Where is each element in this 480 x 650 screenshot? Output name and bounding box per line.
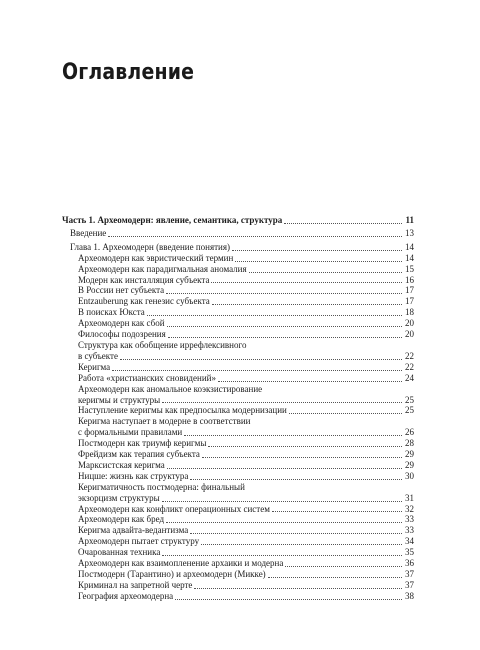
toc-entry-text: Постмодерн как триумф керигмы [78, 438, 207, 449]
toc-page-number: 33 [405, 525, 414, 536]
toc-entry-text: Археомодерн как бред [78, 514, 165, 525]
toc-entry[interactable] [62, 580, 414, 591]
dot-leader [162, 501, 402, 502]
toc-entry[interactable] [62, 318, 414, 329]
toc-entry[interactable] [62, 395, 414, 406]
toc-entry-text: Часть 1. Археомодерн: явление, семантика, структура [62, 215, 283, 225]
toc-page-number: 20 [405, 329, 414, 340]
dot-leader [190, 533, 402, 534]
toc-entry-text: Очарованная техника [78, 547, 161, 558]
dot-leader [108, 236, 402, 237]
toc-entry-text: География археомодерна [78, 590, 174, 601]
page-title: Оглавление [62, 60, 195, 85]
toc-page-number: 38 [405, 590, 414, 601]
dot-leader [194, 588, 402, 589]
toc-entry-text: Археомодерн как сбой [78, 318, 165, 329]
dot-leader [285, 566, 402, 567]
toc-page-number: 36 [405, 558, 414, 569]
toc-entry-text: Entzauberung как генезис субъекта [78, 296, 210, 307]
toc-entry-text: Керигма наступает в модерне в соответствии [78, 416, 251, 427]
toc-entry[interactable] [62, 569, 414, 580]
toc-entry-text: Философы подозрения [78, 329, 166, 340]
toc-entry-text: В России нет субъекта [78, 285, 165, 296]
toc-entry[interactable] [62, 253, 414, 264]
toc-page-number: 25 [405, 394, 414, 405]
toc-entry-text: Марксистская керигма [78, 459, 165, 470]
dot-leader [212, 304, 402, 305]
toc-entry-text: Археомодерн как конфликт операционных систем [78, 503, 270, 514]
toc-part-entry[interactable] [62, 215, 414, 226]
toc-page-number: 29 [405, 459, 414, 470]
toc-page-number: 37 [405, 569, 414, 579]
dot-leader [168, 337, 402, 338]
dot-leader [289, 413, 402, 414]
toc-entry[interactable] [62, 362, 414, 373]
toc-page-number: 29 [405, 449, 414, 460]
dot-leader [201, 544, 402, 545]
toc-page-number: 32 [405, 503, 414, 514]
toc-page-number: 18 [405, 307, 414, 318]
toc-entry[interactable] [62, 296, 414, 307]
toc-entry-text: В поисках Юкста [78, 307, 145, 318]
dot-leader [167, 326, 402, 327]
dot-leader [235, 261, 402, 262]
dot-leader [162, 402, 402, 403]
toc-page-number: 34 [405, 536, 414, 547]
dot-leader [272, 511, 402, 512]
toc-page-number: 14 [405, 252, 414, 263]
dot-leader [232, 250, 402, 251]
toc-entry-text: Глава 1. Археомодерн (введение понятия) [70, 241, 230, 252]
toc-entry-text: Археомодерн как аномальное коэкзистирование [78, 383, 263, 394]
toc-page-number: 30 [405, 470, 414, 481]
toc-entry-text: Ницше: жизнь как структура [78, 470, 189, 481]
toc-entry-text: Керигма адвайта-ведантизма [78, 525, 189, 536]
dot-leader [208, 446, 402, 447]
toc-page-number: 14 [405, 241, 414, 252]
toc-entry-text: Работа «христианских сновидений» [78, 372, 216, 383]
toc-page-number: 28 [405, 438, 414, 449]
toc-section-entry[interactable] [62, 228, 414, 239]
toc-entry[interactable] [62, 536, 414, 547]
toc-entry[interactable] [62, 591, 414, 602]
dot-leader [211, 282, 402, 283]
toc-entry-text: Керигма [78, 361, 111, 372]
toc-page-number: 17 [405, 285, 414, 296]
dot-leader [120, 359, 402, 360]
toc-entry-text: Постмодерн (Тарантино) и археомодерн (Микке) [78, 569, 266, 579]
toc-page-number: 17 [405, 296, 414, 307]
dot-leader [175, 599, 402, 600]
toc-entry[interactable] [62, 438, 414, 449]
toc-entry[interactable] [62, 427, 414, 438]
dot-leader [147, 315, 402, 316]
toc-entry[interactable] [62, 514, 414, 525]
toc-entry-text: Криминал на запретной черте [78, 579, 193, 590]
toc-page-number: 16 [405, 274, 414, 285]
toc-page-number: 24 [405, 372, 414, 383]
toc-page-number: 22 [405, 361, 414, 372]
toc-entry-text: Археомодерн пытает структуру [78, 536, 200, 547]
toc-entry-text: Керигматичность постмодерна: финальный [78, 481, 245, 492]
toc-entry-text: Фрейдизм как терапия субъекта [78, 449, 200, 460]
toc-entry-text: Археомодерн как парадигмальная аномалия [78, 263, 247, 274]
dot-leader [202, 457, 402, 458]
toc-page-number: 22 [405, 350, 414, 361]
toc-page-number: 37 [405, 579, 414, 590]
toc-entry-text: Структура как обобщение иррефлексивного [78, 339, 247, 350]
dot-leader [162, 555, 402, 556]
dot-leader [190, 479, 402, 480]
toc-entry[interactable] [62, 547, 414, 558]
toc-entry-text: керигмы и структуры [78, 394, 161, 405]
dot-leader [166, 293, 402, 294]
toc-entry[interactable] [62, 405, 414, 416]
dot-leader [218, 381, 402, 382]
toc-entry-text: Модерн как инсталляция субъекта [78, 274, 210, 285]
toc-entry[interactable] [62, 307, 414, 318]
toc-page-number: 13 [405, 227, 414, 238]
dot-leader [284, 223, 402, 224]
toc-page-number: 25 [405, 405, 414, 416]
toc-entry[interactable] [62, 449, 414, 460]
toc-entry[interactable] [62, 275, 414, 286]
toc-entry-text: Археомодерн как взаимопленение архаики и модерна [78, 558, 284, 569]
toc-entry-text: Наступление керигмы как предпосылка модернизации [78, 405, 287, 416]
toc-entry[interactable] [62, 504, 414, 515]
toc-entry[interactable] [62, 471, 414, 482]
toc-entry-text: в субъекте [78, 350, 118, 361]
toc-page-number: 15 [405, 263, 414, 274]
toc-page-number: 11 [405, 215, 414, 225]
toc-page-number: 33 [405, 514, 414, 525]
dot-leader [268, 577, 402, 578]
toc-entry[interactable] [62, 460, 414, 471]
toc-chapter-entry[interactable] [62, 242, 414, 253]
toc-entry[interactable] [62, 264, 414, 275]
toc-entry[interactable] [62, 373, 414, 384]
toc-entry-text: Археомодерн как эвристический термин [78, 252, 234, 263]
toc-page-number: 35 [405, 547, 414, 558]
toc-entry[interactable] [62, 558, 414, 569]
dot-leader [249, 272, 402, 273]
toc-page-number: 20 [405, 318, 414, 329]
table-of-contents [62, 215, 414, 602]
toc-entry[interactable] [62, 493, 414, 504]
dot-leader [167, 468, 402, 469]
toc-page-number: 31 [405, 492, 414, 503]
toc-entry[interactable] [62, 329, 414, 340]
toc-entry[interactable] [62, 525, 414, 536]
toc-entry-text: Введение [70, 227, 107, 238]
toc-entry-text: с формальными правилами [78, 427, 183, 438]
toc-entry[interactable] [62, 285, 414, 296]
toc-entry-text: экзорцизм структуры [78, 492, 160, 503]
dot-leader [112, 370, 402, 371]
toc-page-number: 26 [405, 427, 414, 438]
toc-entry[interactable] [62, 351, 414, 362]
dot-leader [166, 522, 402, 523]
dot-leader [184, 435, 402, 436]
